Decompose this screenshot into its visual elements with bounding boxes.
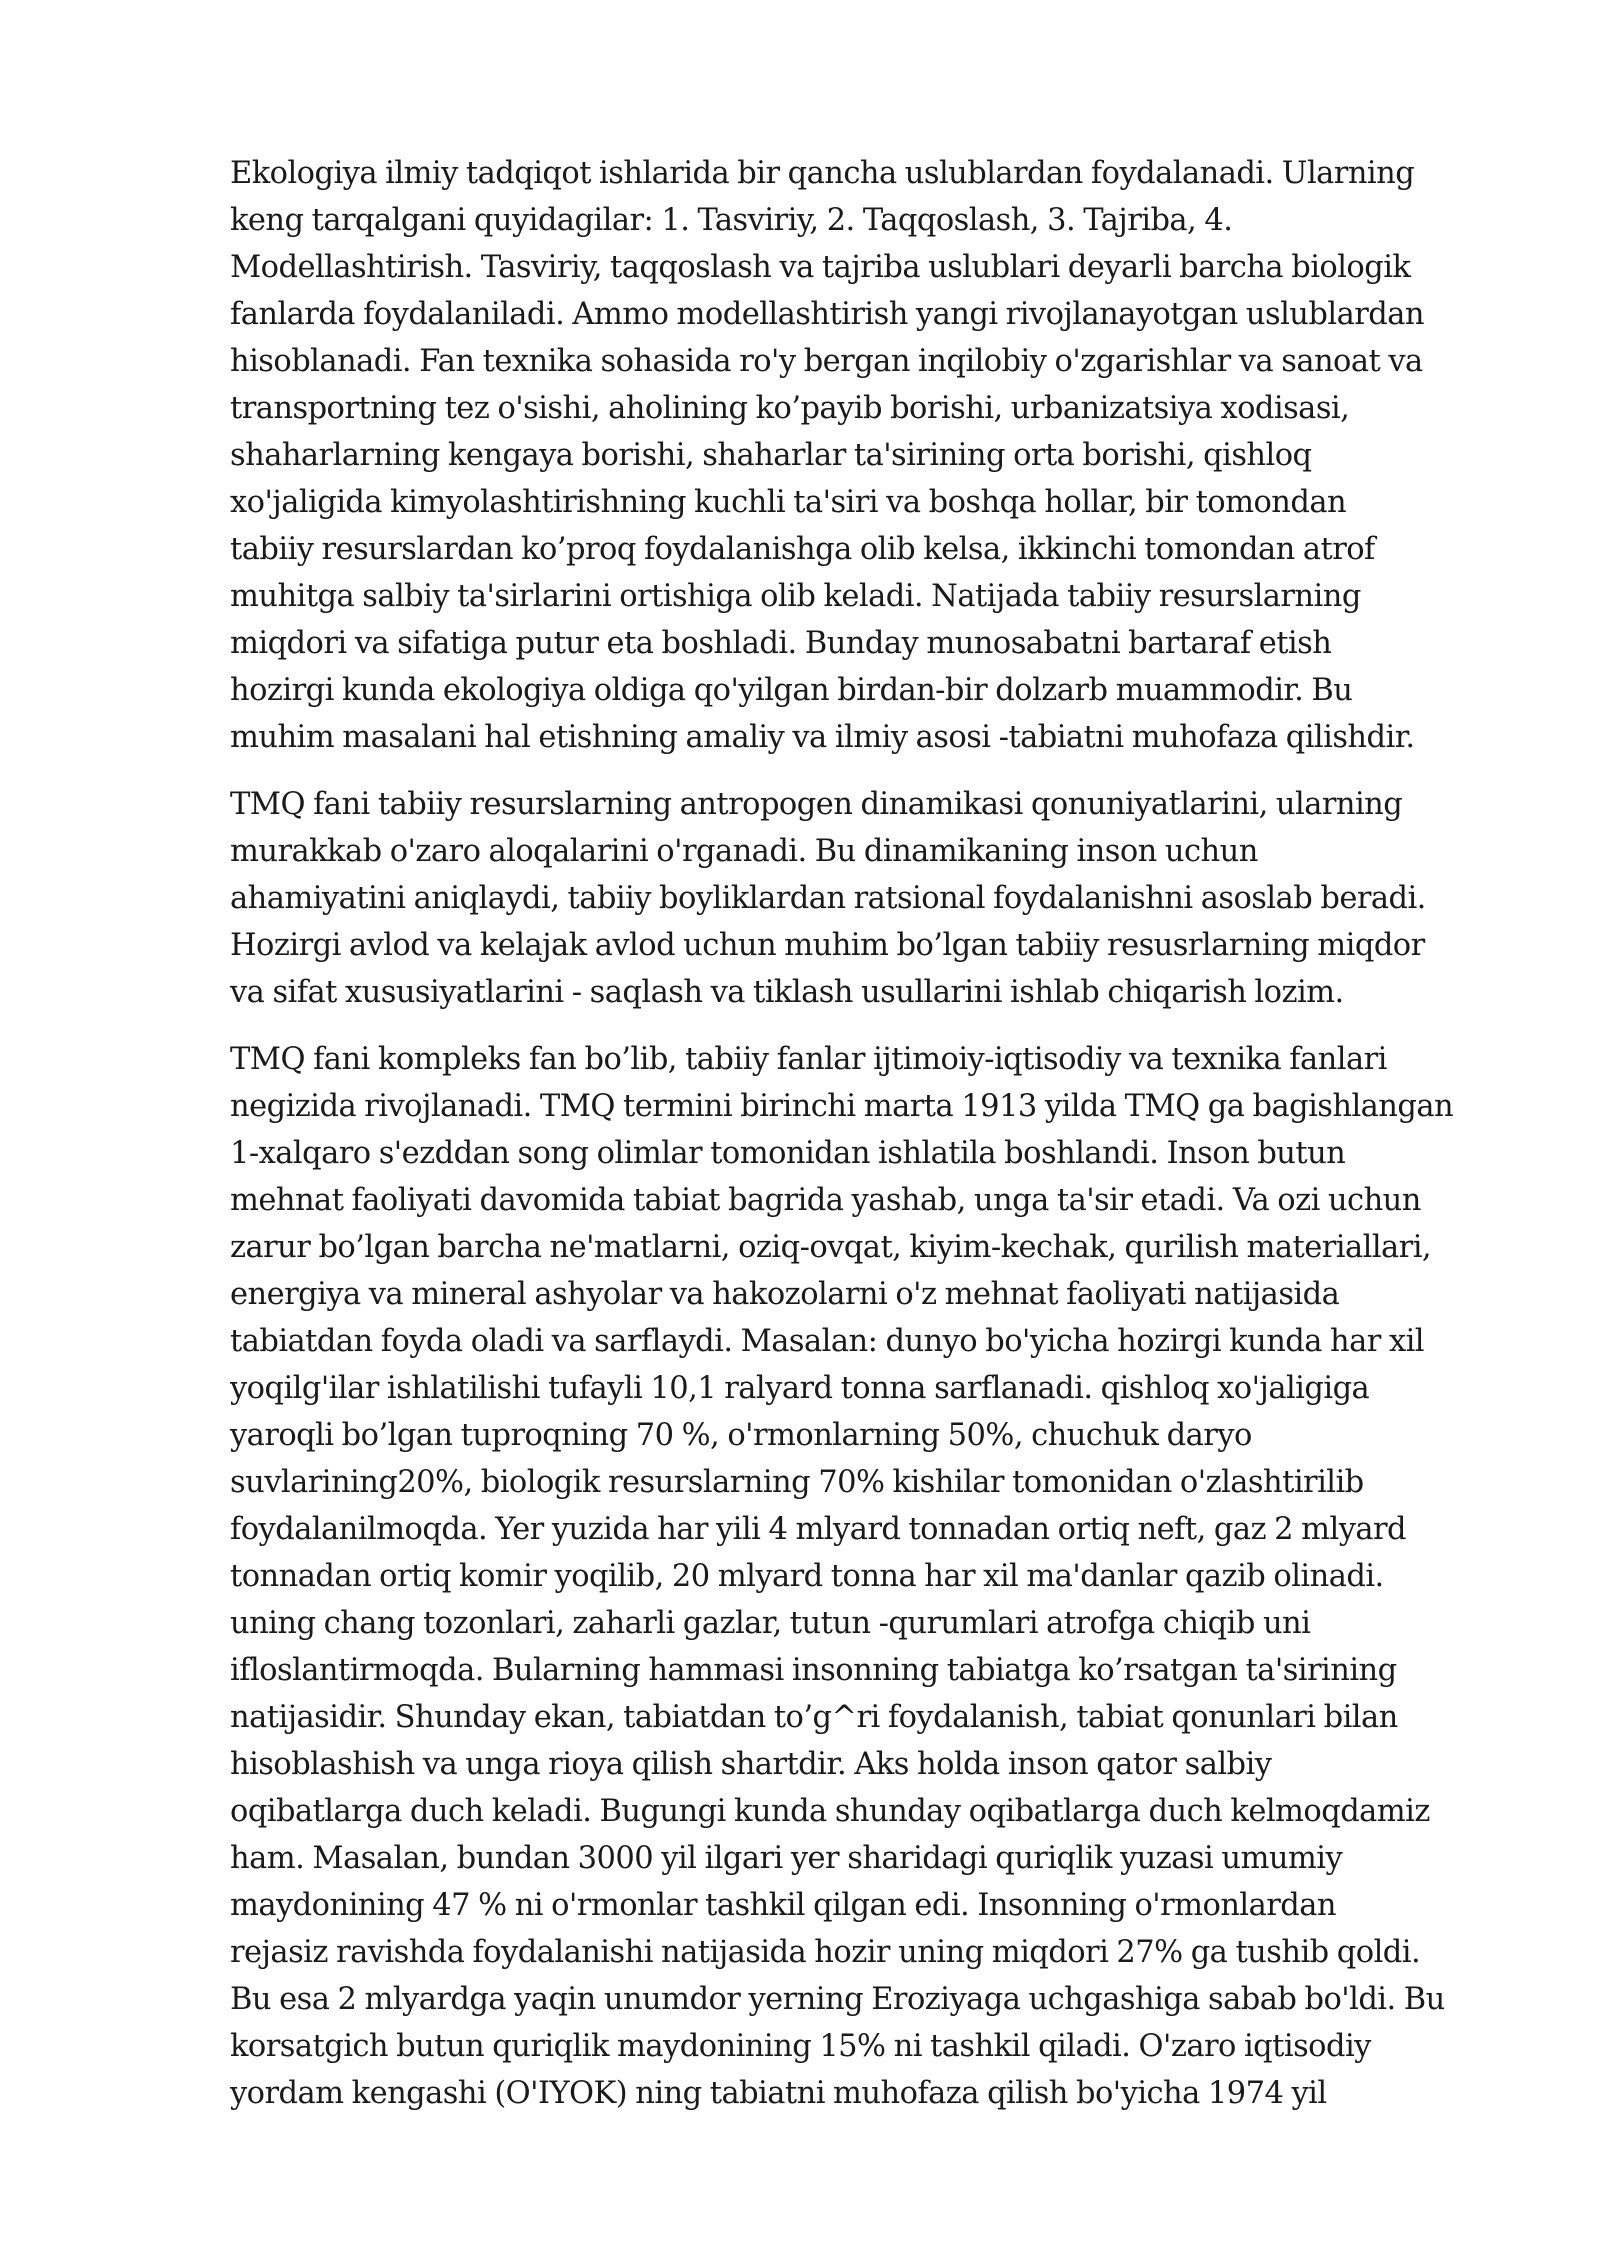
paragraph-1: Ekologiya ilmiy tadqiqot ishlarida bir qancha uslublardan foydalanadi. Ularning keng tarqalgani quyidagilar: 1. Tasviriy, 2. Taqqoslash, 3. Tajriba, 4. Modellashtirish. Tasviriy, taqqoslash va tajriba uslublari deyarli barcha biologik fanlarda foydalaniladi. Ammo modellashtirish yangi rivojlanayotgan uslublardan hisoblanadi. Fan texnika sohasida ro'y bergan inqilobiy o'zgarishlar va sanoat va transportning tez o'sishi, aholining ko’payib borishi, urbanizatsiya xodisasi, shaharlarning kengaya borishi, shaharlar ta'sirining orta borishi, qishloq xo'jaligida kimyolashtirishning kuchli ta'siri va boshqa hollar, bir tomondan tabiiy resurslardan ko’proq foydalanishga olib kelsa, ikkinchi tomondan atrof muhitga salbiy ta'sirlarini ortishiga olib keladi. Natijada tabiiy resurslarning miqdori va sifatiga putur eta boshladi. Bunday munosabatni bartaraf etish hozirgi kunda ekologiya oldiga qo'yilgan birdan-bir dolzarb muammodir. Bu muhim masalani hal etishning amaliy va ilmiy asosi -tabiatni muhofaza qilishdir. xyxy=(230,156,1424,755)
paragraph-2: TMQ fani tabiiy resurslarning antropogen dinamikasi qonuniyatlarini, ularning murakkab o'zaro aloqalarini o'rganadi. Bu dinamikaning inson uchun ahamiyatini aniqlaydi, tabiiy boyliklardan ratsional foydalanishni asoslab beradi. Hozirgi avlod va kelajak avlod uchun muhim bo’lgan tabiiy resusrlarning miqdor va sifat xususiyatlarini - saqlash va tiklash usullarini ishlab chiqarish lozim. xyxy=(230,787,1426,1010)
document-body xyxy=(230,150,1480,2137)
paragraph-3: TMQ fani kompleks fan bo’lib, tabiiy fanlar ijtimoiy-iqtisodiy va texnika fanlari negizida rivojlanadi. TMQ termini birinchi marta 1913 yilda TMQ ga bagishlangan 1-xalqaro s'ezddan song olimlar tomonidan ishlatila boshlandi. Inson butun mehnat faoliyati davomida tabiat bagrida yashab, unga ta'sir etadi. Va ozi uchun zarur bo’lgan barcha ne'matlarni, oziq-ovqat, kiyim-kechak, qurilish materiallari, energiya va mineral ashyolar va hakozolarni o'z mehnat faoliyati natijasida tabiatdan foyda oladi va sarflaydi. Masalan: dunyo bo'yicha hozirgi kunda har xil yoqilg'ilar ishlatilishi tufayli 10,1 ralyard tonna sarflanadi. qishloq xo'jaligiga yaroqli bo’lgan tuproqning 70 %, o'rmonlarning 50%, chuchuk daryo suvlarining20%, biologik resurslarning 70% kishilar tomonidan o'zlashtirilib foydalanilmoqda. Yer yuzida har yili 4 mlyard tonnadan ortiq neft, gaz 2 mlyard tonnadan ortiq komir yoqilib, 20 mlyard tonna har xil ma'danlar qazib olinadi. uning chang tozonlari, zaharli gazlar, tutun -qurumlari atrofga chiqib uni ifloslantirmoqda. Bularning hammasi insonning tabiatga ko’rsatgan ta'sirining natijasidir. Shunday ekan, tabiatdan to’g^ri foydalanish, tabiat qonunlari bilan hisoblashish va unga rioya qilish shartdir. Aks holda inson qator salbiy oqibatlarga duch keladi. Bugungi kunda shunday oqibatlarga duch kelmoqdamiz ham. Masalan, bundan 3000 yil ilgari yer sharidagi quriqlik yuzasi umumiy maydonining 47 % ni o'rmonlar tashkil qilgan edi. Insonning o'rmonlardan rejasiz ravishda foydalanishi natijasida hozir uning miqdori 27% ga tushib qoldi. Bu esa 2 mlyardga yaqin unumdor yerning Eroziyaga uchgashiga sabab bo'ldi. Bu korsatgich butun quriqlik maydonining 15% ni tashkil qiladi. O'zaro iqtisodiy yordam kengashi (O'IYOK) ning tabiatni muhofaza qilish bo'yicha 1974 yil xyxy=(230,1042,1454,2111)
